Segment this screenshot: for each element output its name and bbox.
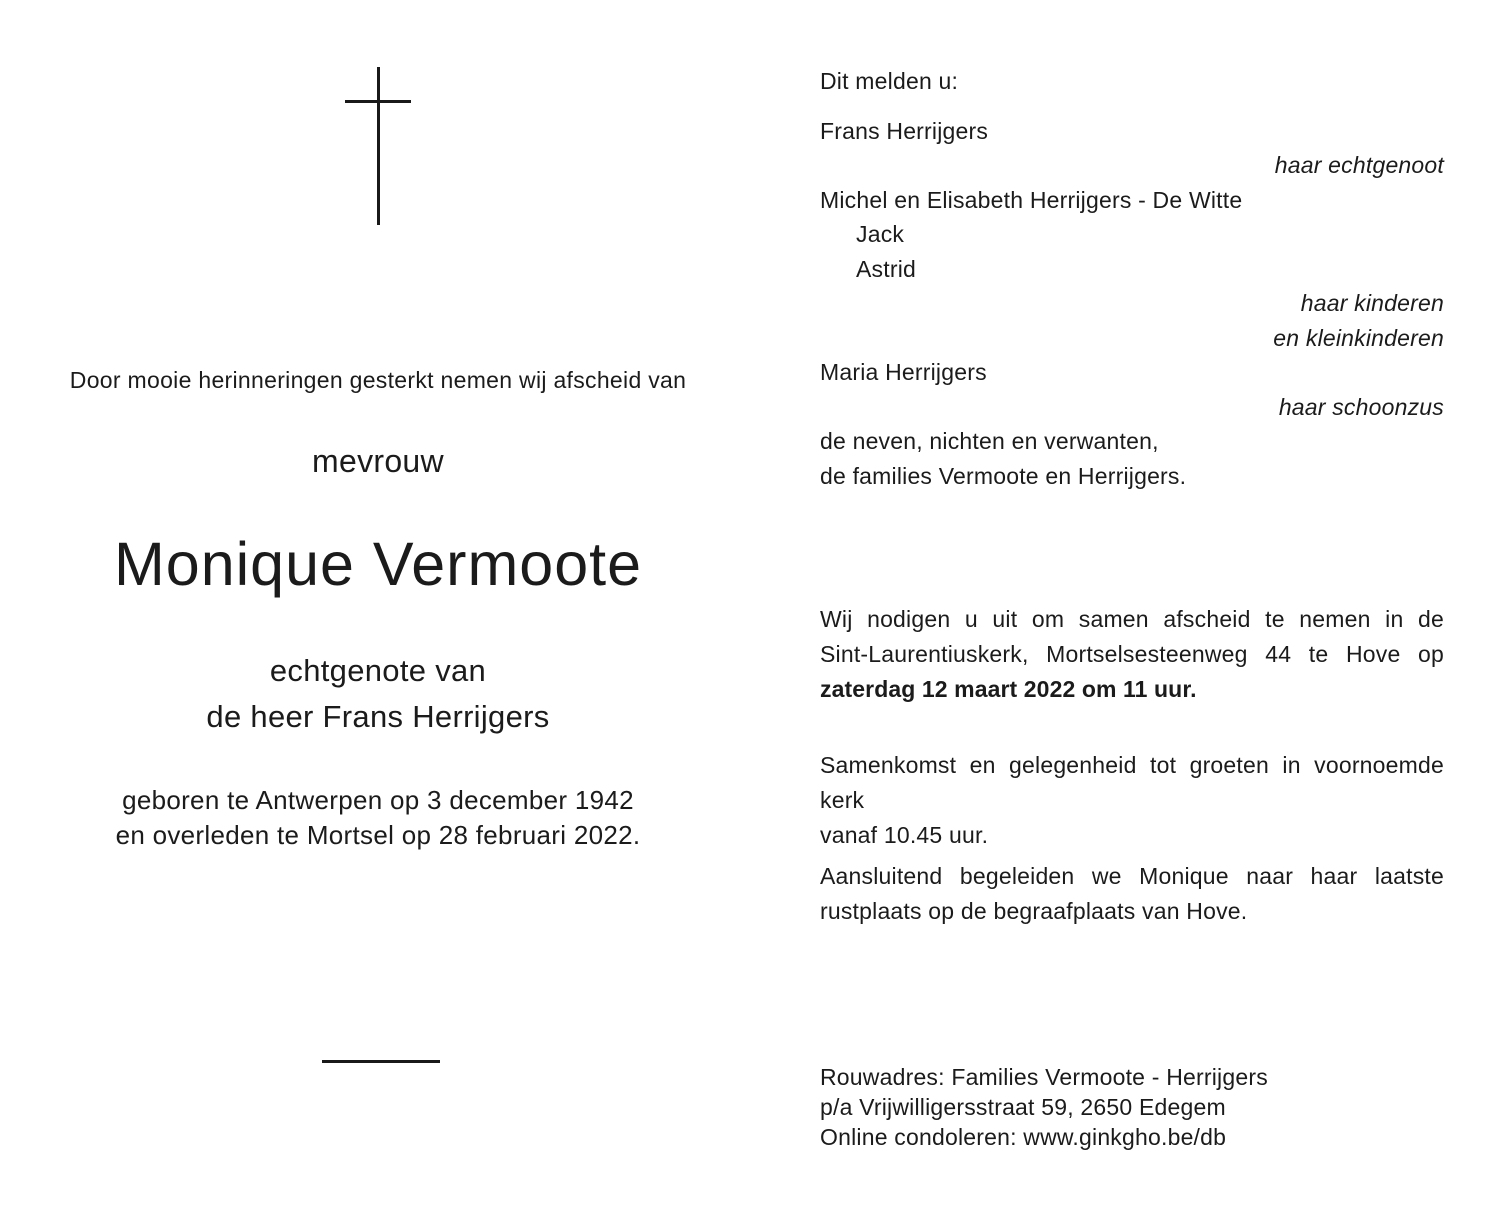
relation-block	[0, 648, 756, 740]
spacer	[820, 99, 1444, 114]
burial-line-2: rustplaats op de begraafplaats van Hove.	[820, 898, 1248, 924]
salutation: mevrouw	[312, 443, 444, 479]
mourner-relation: haar echtgenoot	[1274, 152, 1444, 178]
mourner-name: Jack	[856, 221, 905, 247]
mourner-name: de families Vermoote en Herrijgers.	[820, 462, 1187, 489]
life-dates-block	[0, 783, 756, 853]
announce-heading: Dit melden u:	[820, 68, 959, 94]
divider-line	[322, 1060, 440, 1063]
deceased-name: Monique Vermoote	[113, 530, 643, 598]
mourning-address-line: p/a Vrijwilligersstraat 59, 2650 Edegem	[820, 1094, 1226, 1120]
gathering-paragraph	[820, 748, 1444, 853]
mourning-address-line: Rouwadres: Families Vermoote - Herrijgers	[820, 1064, 1268, 1090]
ceremony-datetime: zaterdag 12 maart 2022 om 11 uur.	[820, 676, 1197, 702]
cross-horizontal-bar	[345, 100, 411, 103]
mourner-name: de neven, nichten en verwanten,	[820, 428, 1159, 454]
cross-vertical-bar	[377, 67, 380, 225]
burial-line-1: Aansluitend begeleiden we Monique naar haar laatste	[820, 863, 1444, 889]
birth-line: geboren te Antwerpen op 3 december 1942	[122, 785, 634, 815]
mourners-block	[820, 64, 1444, 493]
mourner-name: Frans Herrijgers	[820, 117, 989, 144]
invitation-line-1: Wij nodigen u uit om samen afscheid te nemen in de	[820, 606, 1444, 632]
mourning-address-block	[820, 1062, 1444, 1152]
invitation-paragraph	[820, 602, 1444, 707]
mourner-relation: haar schoonzus	[1278, 393, 1444, 420]
online-condolence-line: Online condoleren: www.ginkgho.be/db	[820, 1124, 1227, 1150]
relation-line-2: de heer Frans Herrijgers	[206, 699, 550, 734]
mourner-relation: en kleinkinderen	[1273, 324, 1444, 351]
burial-paragraph	[820, 859, 1444, 929]
gathering-line-2: vanaf 10.45 uur.	[820, 822, 989, 848]
mourner-name: Astrid	[856, 255, 916, 282]
intro-sentence: Door mooie herinneringen gesterkt nemen wij afscheid van	[69, 367, 687, 393]
invitation-line-2: Sint-Laurentiuskerk, Mortselsesteenweg 44 te Hove op	[820, 641, 1444, 667]
gathering-line-1: Samenkomst en gelegenheid tot groeten in voornoemde kerk	[820, 752, 1444, 813]
death-line: en overleden te Mortsel op 28 februari 2022.	[115, 820, 641, 850]
mourner-relation: haar kinderen	[1300, 290, 1444, 316]
mourner-name: Maria Herrijgers	[820, 359, 987, 385]
relation-line-1: echtgenote van	[269, 653, 487, 688]
mourner-name: Michel en Elisabeth Herrijgers - De Witte	[820, 186, 1243, 213]
